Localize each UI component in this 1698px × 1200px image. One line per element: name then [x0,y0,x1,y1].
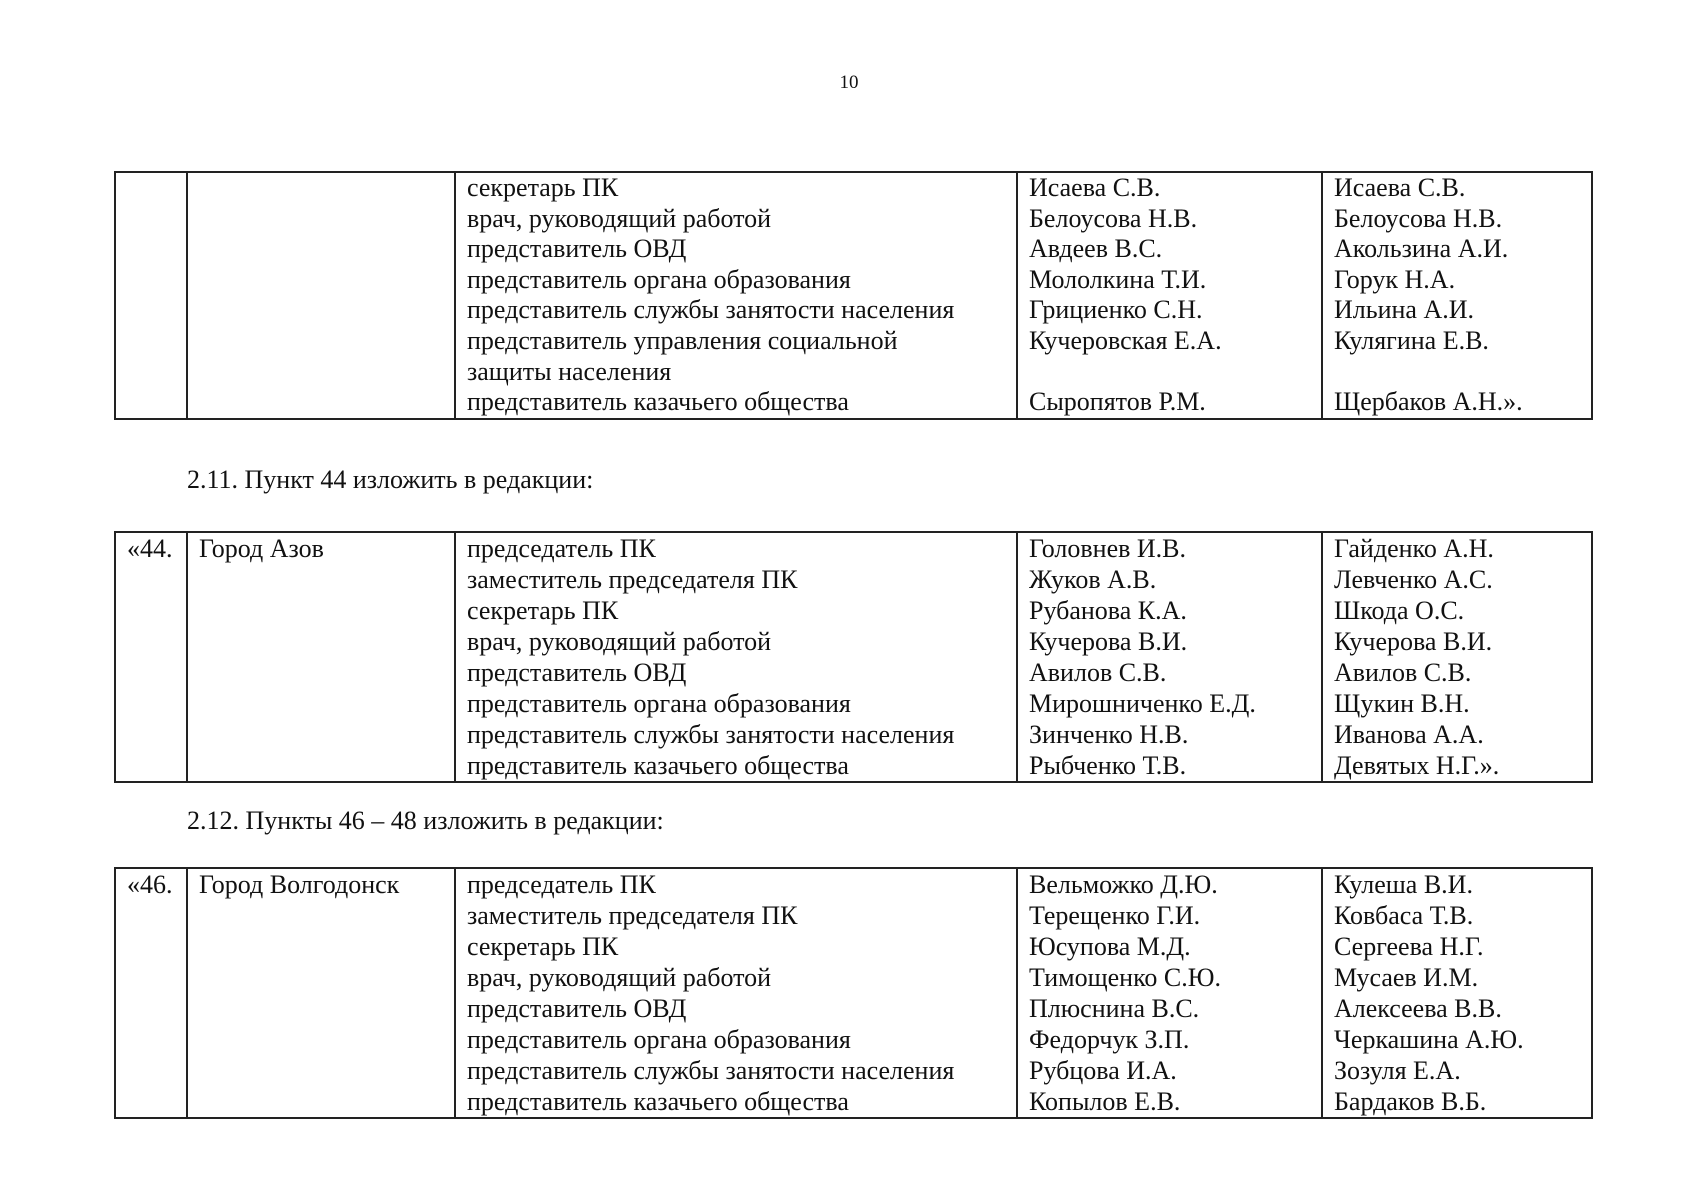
reserve-name: Ильина А.И. [1334,295,1475,325]
reserve-name: Зозуля Е.А. [1334,1056,1461,1085]
location-cell: Город Азов [187,532,455,782]
commission-table-azov [114,531,1593,783]
position-line: представитель службы занятости населения [467,720,955,749]
position-line: представитель ОВД [467,658,687,687]
commission-table-continued [114,171,1593,420]
reserve-name: Белоусова Н.В. [1334,203,1503,233]
member-name: Рубанова К.А. [1029,596,1187,625]
member-name: Вельможко Д.Ю. [1029,870,1218,899]
position-line: представитель органа образования [467,264,851,294]
reserve-name: Щукин В.Н. [1334,689,1470,718]
member-name: Жуков А.В. [1029,565,1157,594]
position-line: секретарь ПК [467,596,619,625]
reserve-name: Бардаков В.Б. [1334,1087,1487,1116]
reserve-name: Горук Н.А. [1334,264,1456,294]
reserve-name: Сергеева Н.Г. [1334,932,1484,961]
location-cell: Город Волгодонск [187,868,455,1118]
position-line: представитель управления социальной [467,325,898,355]
reserve-name: Щербаков А.Н.». [1334,387,1523,417]
table-row [115,868,1592,1118]
reserve-name [1334,357,1583,388]
reserves-cell [1322,172,1592,419]
item-number-cell: «46. [115,868,187,1118]
position-line: представитель органа образования [467,689,851,718]
table-row [115,172,1592,419]
reserve-name: Исаева С.В. [1334,173,1466,202]
position-line: секретарь ПК [467,932,619,961]
members-cell [1017,172,1322,419]
position-line: заместитель председателя ПК [467,565,798,594]
position-line: представитель казачьего общества [467,387,849,417]
member-name: Мололкина Т.И. [1029,264,1207,294]
position-line: секретарь ПК [467,173,619,202]
member-name: Головнев И.В. [1029,534,1187,563]
position-line: председатель ПК [467,534,656,563]
item-number-cell [115,172,187,419]
member-name: Рубцова И.А. [1029,1056,1177,1085]
reserve-name: Кулеша В.И. [1334,870,1473,899]
reserve-name: Мусаев И.М. [1334,963,1479,992]
table-row [115,532,1592,782]
reserve-name: Гайденко А.Н. [1334,534,1494,563]
member-name: Белоусова Н.В. [1029,203,1198,233]
member-name: Мирошниченко Е.Д. [1029,689,1256,718]
member-name: Зинченко Н.В. [1029,720,1189,749]
page-number: 10 [839,72,859,93]
reserve-name: Ковбаса Т.В. [1334,901,1474,930]
item-number-cell: «44. [115,532,187,782]
members-cell [1017,532,1322,782]
reserve-name: Кучерова В.И. [1334,627,1493,656]
member-name: Плюснина В.С. [1029,994,1200,1023]
paragraph-2-12: 2.12. Пункты 46 – 48 изложить в редакции: [187,806,664,835]
positions-cell [455,532,1017,782]
position-line: врач, руководящий работой [467,963,772,992]
reserve-name: Девятых Н.Г.». [1334,751,1500,780]
member-name [1029,357,1313,388]
position-line: председатель ПК [467,870,656,899]
commission-table-volgodonsk [114,867,1593,1119]
reserve-name: Алексеева В.В. [1334,994,1502,1023]
reserve-name: Авилов С.В. [1334,658,1472,687]
member-name: Тимощенко С.Ю. [1029,963,1221,992]
member-name: Юсупова М.Д. [1029,932,1191,961]
member-name: Авилов С.В. [1029,658,1167,687]
reserve-name: Шкода О.С. [1334,596,1465,625]
paragraph-2-11: 2.11. Пункт 44 изложить в редакции: [187,465,594,494]
position-line: представитель казачьего общества [467,751,849,780]
reserve-name: Иванова А.А. [1334,720,1484,749]
position-line: представитель ОВД [467,994,687,1023]
position-line: защиты населения [467,356,672,386]
member-name: Кучеровская Е.А. [1029,325,1222,355]
reserve-name: Левченко А.С. [1334,565,1493,594]
member-name: Терещенко Г.И. [1029,901,1201,930]
position-line: представитель ОВД [467,234,687,264]
reserves-cell [1322,868,1592,1118]
position-line: представитель службы занятости населения [467,1056,955,1085]
position-line: представитель службы занятости населения [467,295,955,325]
positions-cell [455,868,1017,1118]
member-name: Грициенко С.Н. [1029,295,1203,325]
members-cell [1017,868,1322,1118]
reserves-cell [1322,532,1592,782]
position-line: врач, руководящий работой [467,627,772,656]
member-name: Федорчук З.П. [1029,1025,1190,1054]
reserve-name: Черкашина А.Ю. [1334,1025,1524,1054]
location-cell [187,172,455,419]
member-name: Авдеев В.С. [1029,234,1163,264]
member-name: Рыбченко Т.В. [1029,751,1187,780]
reserve-name: Акользина А.И. [1334,234,1509,264]
member-name: Исаева С.В. [1029,173,1161,202]
member-name: Копылов Е.В. [1029,1087,1181,1116]
position-line: представитель казачьего общества [467,1087,849,1116]
positions-cell [455,172,1017,419]
member-name: Сыропятов Р.М. [1029,387,1206,417]
reserve-name: Кулягина Е.В. [1334,325,1489,355]
member-name: Кучерова В.И. [1029,627,1188,656]
position-line: заместитель председателя ПК [467,901,798,930]
position-line: врач, руководящий работой [467,203,772,233]
position-line: представитель органа образования [467,1025,851,1054]
